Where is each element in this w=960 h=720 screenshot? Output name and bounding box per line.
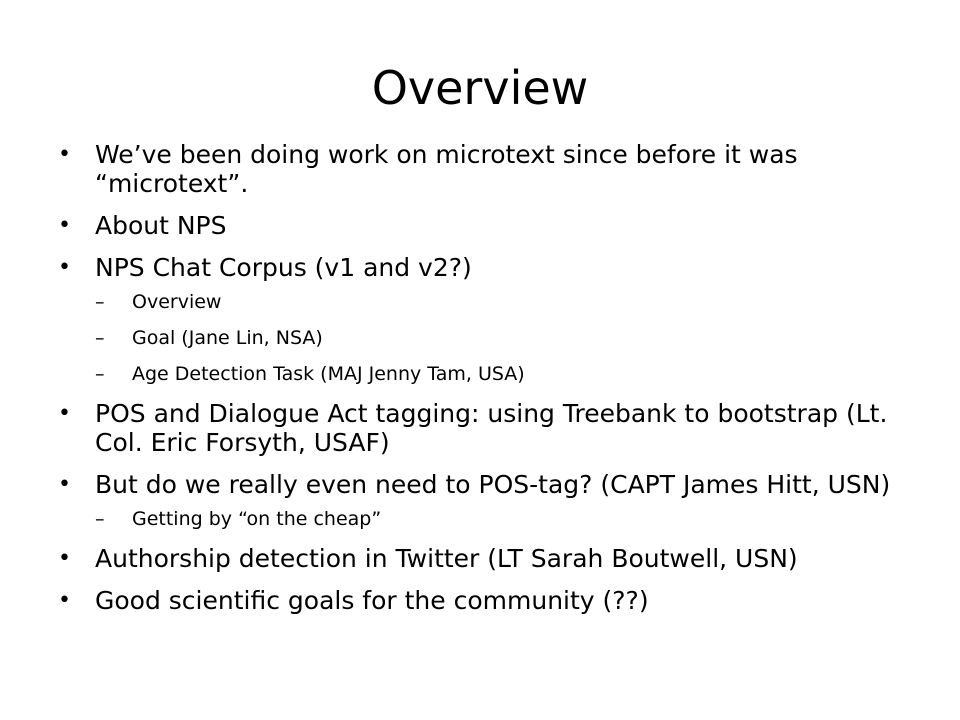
- bullet-item: [58, 586, 908, 615]
- sub-bullet-marker: –: [95, 291, 105, 313]
- bullet-list: [58, 140, 908, 628]
- bullet-marker: •: [58, 588, 71, 613]
- bullet-marker: •: [58, 142, 71, 167]
- bullet-text: NPS Chat Corpus (v1 and v2?): [95, 253, 472, 282]
- bullet-item: [58, 140, 908, 198]
- sub-bullet-text: Goal (Jane Lin, NSA): [132, 327, 323, 349]
- bullet-marker: •: [58, 546, 71, 571]
- slide-title: Overview: [371, 61, 589, 115]
- bullet-text: Authorship detection in Twitter (LT Sarah Boutwell, USN): [95, 544, 798, 573]
- bullet-item: [58, 470, 908, 531]
- sub-bullet-item: [95, 363, 908, 386]
- sub-bullet-marker: –: [95, 508, 105, 530]
- sub-bullet-list: [95, 291, 908, 386]
- bullet-marker: •: [58, 401, 71, 426]
- sub-bullet-text: Getting by “on the cheap”: [132, 508, 382, 530]
- bullet-item: [58, 399, 908, 457]
- bullet-marker: •: [58, 472, 71, 497]
- sub-bullet-marker: –: [95, 327, 105, 349]
- bullet-marker: •: [58, 255, 71, 280]
- bullet-item: [58, 544, 908, 573]
- sub-bullet-item: [95, 327, 908, 350]
- bullet-text: About NPS: [95, 211, 227, 240]
- bullet-text: But do we really even need to POS-tag? (CAPT James Hitt, USN): [95, 470, 891, 499]
- bullet-item: [58, 211, 908, 240]
- sub-bullet-list: [95, 508, 908, 531]
- sub-bullet-text: Age Detection Task (MAJ Jenny Tam, USA): [132, 363, 525, 385]
- sub-bullet-item: [95, 508, 908, 531]
- sub-bullet-item: [95, 291, 908, 314]
- bullet-text: Good scientific goals for the community (??): [95, 586, 649, 615]
- sub-bullet-text: Overview: [132, 291, 222, 313]
- bullet-marker: •: [58, 213, 71, 238]
- sub-bullet-marker: –: [95, 363, 105, 385]
- bullet-text: We’ve been doing work on microtext since before it was “microtext”.: [95, 140, 798, 198]
- bullet-text: POS and Dialogue Act tagging: using Treebank to bootstrap (Lt. Col. Eric Forsyth, USAF): [95, 399, 888, 457]
- bullet-item: [58, 253, 908, 386]
